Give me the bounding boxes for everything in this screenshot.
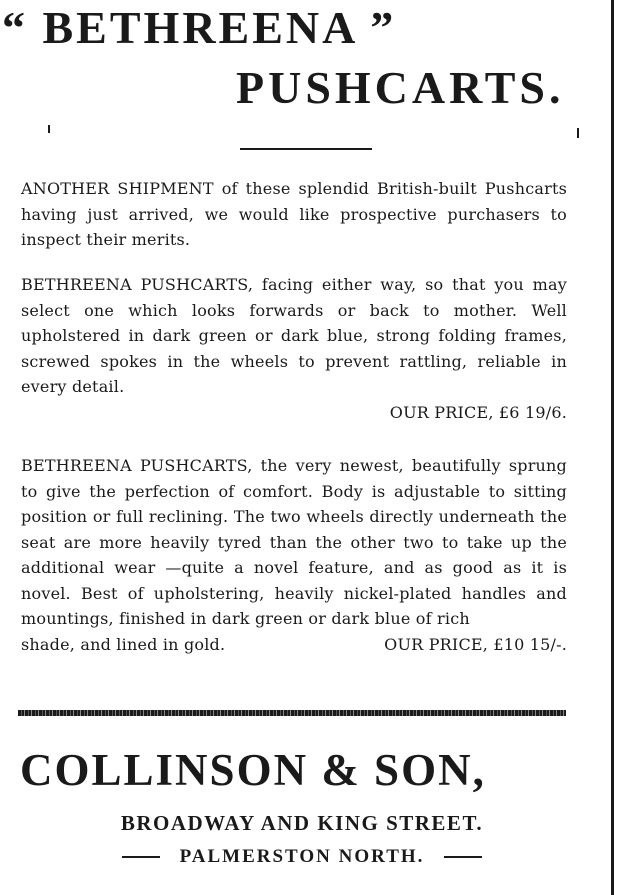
model-two-text: BETHREENA PUSHCARTS, the very newest, beautifully sprung to give the perfection of comfort. Body is adjustable to sitting position or full reclining. The two wheels directly underneath the seat are more heavily tyred than the other two to take up the additional wear —quite a novel feature, and as good as it is novel. Best of upholstering, heavily nickel-plated handles and mountings, finished in dark green or dark blue of rich <box>21 456 567 628</box>
model-one-price: OUR PRICE, £6 19/6. <box>389 402 567 422</box>
town-line <box>0 842 604 872</box>
firm-address: BROADWAY AND KING STREET. <box>120 811 484 835</box>
right-dash-rule <box>444 856 482 858</box>
model-one-paragraph <box>21 272 567 425</box>
intro-text: ANOTHER SHIPMENT of these splendid British-built Pushcarts having just arrived, we would like prospective purchasers to inspect their merits. <box>21 179 567 249</box>
print-speck <box>577 128 579 138</box>
title-underline-rule <box>240 148 372 150</box>
left-dash-rule <box>122 856 160 858</box>
model-one-text: BETHREENA PUSHCARTS, facing either way, so that you may select one which looks forwards or back to mother. Well upholstered in dark green or dark blue, strong folding frames, screwed spokes in the wheels to prevent rattling, reliable in every detail. <box>21 275 567 396</box>
intro-paragraph <box>21 176 567 253</box>
right-border-rule <box>611 0 614 895</box>
firm-name: COLLINSON & SON, <box>20 745 486 795</box>
headline-bethreena: “ BETHREENA ” <box>2 2 397 53</box>
model-two-closing-line <box>21 632 567 658</box>
model-two-last-line: shade, and lined in gold. <box>21 634 226 654</box>
model-two-paragraph <box>21 453 567 657</box>
print-speck <box>48 125 50 133</box>
model-two-price: OUR PRICE, £10 15/-. <box>384 634 567 654</box>
headline-pushcarts: PUSHCARTS. <box>236 62 565 113</box>
firm-town: PALMERSTON NORTH. <box>179 846 425 867</box>
section-divider-rule <box>18 710 566 716</box>
